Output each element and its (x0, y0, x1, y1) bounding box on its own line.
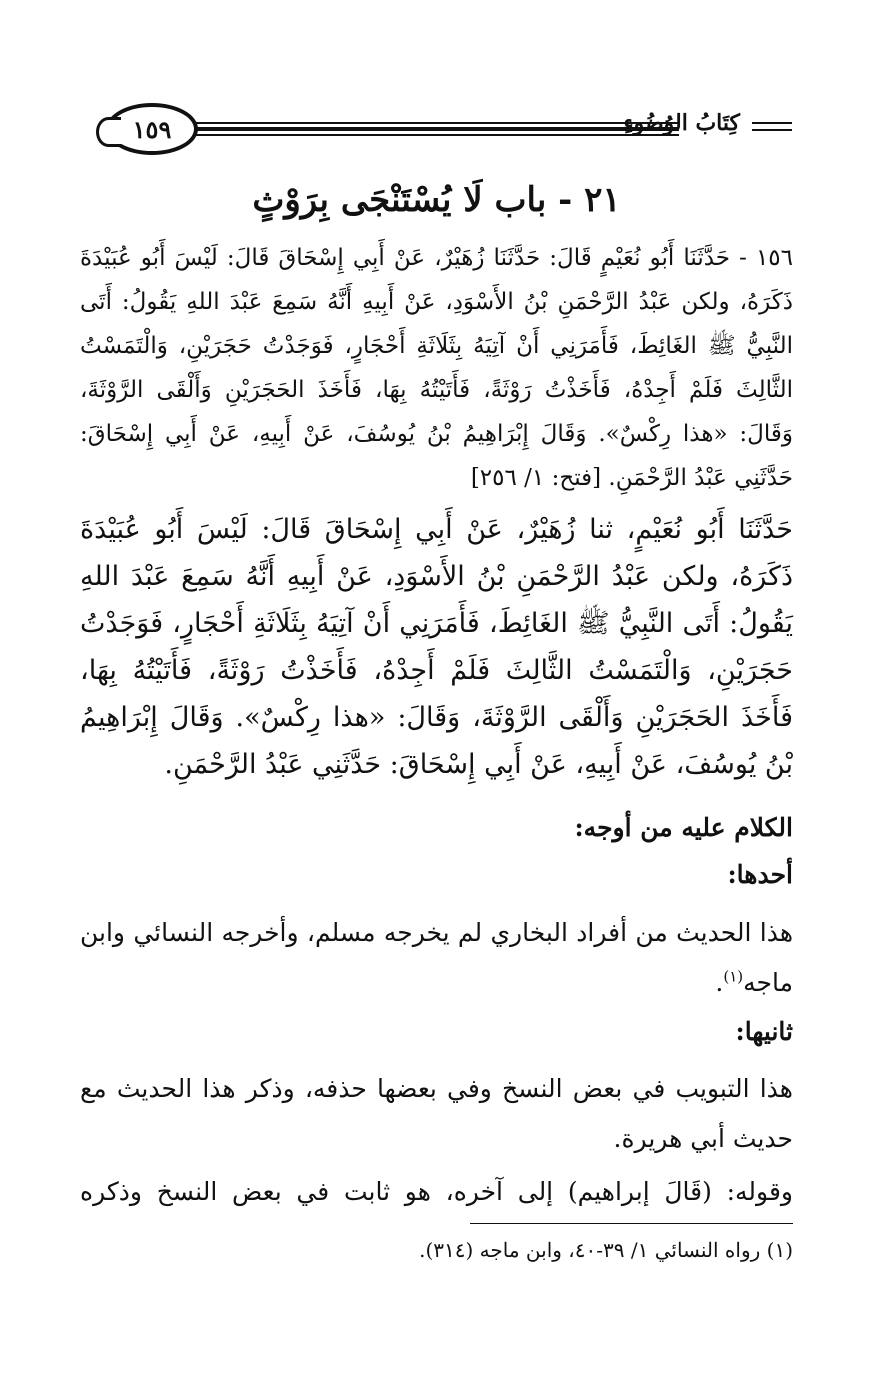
hadith-text: ١٥٦ - حَدَّثَنَا أَبُو نُعَيْمٍ قَالَ: حَدَّثَنَا زُهَيْرٌ، عَنْ أَبِي إِسْحَاقَ قَالَ: لَيْسَ أَبُو عُبَيْدَةَ ذَكَرَهُ، ولكن عَبْدُ الرَّحْمَنِ بْنُ الأَسْوَدِ، عَنْ أَبِيهِ أَنَّهُ سَمِعَ عَبْدَ اللهِ يَقُولُ: أَتَى النَّبِيُّ ﷺ الغَائِطَ، فَأَمَرَنِي أَنْ آتِيَهُ بِثَلَاثَةِ أَحْجَارٍ، فَوَجَدْتُ حَجَرَيْنِ، وَالْتَمَسْتُ الثَّالِثَ فَلَمْ أَجِدْهُ، فَأَخَذْتُ رَوْثَةً، فَأَتَيْتُهُ بِهَا، فَأَخَذَ الحَجَرَيْنِ وَأَلْقَى الرَّوْثَةَ، وَقَالَ: «هذا رِكْسٌ». وَقَالَ إِبْرَاهِيمُ بْنُ يُوسُفَ، عَنْ أَبِيهِ، عَنْ أَبِي إِسْحَاقَ: حَدَّثَنِي عَبْدُ الرَّحْمَنِ. [فتح: ١/ ٢٥٦] (80, 245, 793, 491)
second-point-heading: ثانيها: (735, 1017, 793, 1046)
discussion-heading: الكلام عليه من أوجه: (574, 813, 793, 842)
book-title: كِتَابُ الوُضُوءِ (623, 110, 740, 136)
second-point-text: هذا التبويب في بعض النسخ وفي بعضها حذفه، وذكر هذا الحديث مع حديث أبي هريرة. (80, 1074, 793, 1153)
footnote-divider (470, 1223, 793, 1224)
header-rule-right (752, 120, 792, 134)
chapter-title: ٢١ - باب لَا يُسْتَنْجَى بِرَوْثٍ (252, 180, 621, 220)
page-header (76, 100, 792, 160)
first-point-text (80, 908, 793, 1008)
third-point-text: وقوله: (قَالَ إبراهيم) إلى آخره، هو ثابت في بعض النسخ وذكره (80, 1177, 793, 1206)
first-point-body: هذا الحديث من أفراد البخاري لم يخرجه مسلم، وأخرجه النسائي وابن ماجه (80, 918, 793, 997)
footnote-reference[interactable]: (١) (723, 967, 744, 986)
header-rule-left (174, 122, 679, 136)
footnote-text: (١) رواه النسائي ١/ ٣٩-٤٠، وابن ماجه (٣١٤). (419, 1238, 793, 1262)
first-point-heading: أحدها: (727, 860, 793, 889)
page-number: ١٥٩ (106, 103, 198, 155)
commentary-text: حَدَّثَنَا أَبُو نُعَيْمٍ، ثنا زُهَيْرٌ، عَنْ أَبِي إِسْحَاقَ قَالَ: لَيْسَ أَبُو عُبَيْدَةَ ذَكَرَهُ، ولكن عَبْدُ الرَّحْمَنِ بْنُ الأَسْوَدِ، عَنْ أَبِيهِ أَنَّهُ سَمِعَ عَبْدَ اللهِ يَقُولُ: أَتَى النَّبِيُّ ﷺ الغَائِطَ، فَأَمَرَنِي أَنْ آتِيَهُ بِثَلَاثَةِ أَحْجَارٍ، فَوَجَدْتُ حَجَرَيْنِ، وَالْتَمَسْتُ الثَّالِثَ فَلَمْ أَجِدْهُ، فَأَخَذْتُ رَوْثَةً، فَأَتَيْتُهُ بِهَا، فَأَخَذَ الحَجَرَيْنِ وَأَلْقَى الرَّوْثَةَ، وَقَالَ: «هذا رِكْسٌ». وَقَالَ إِبْرَاهِيمُ بْنُ يُوسُفَ، عَنْ أَبِيهِ، عَنْ أَبِي إِسْحَاقَ: حَدَّثَنِي عَبْدُ الرَّحْمَنِ. (80, 514, 793, 780)
first-point-end: . (715, 968, 724, 997)
